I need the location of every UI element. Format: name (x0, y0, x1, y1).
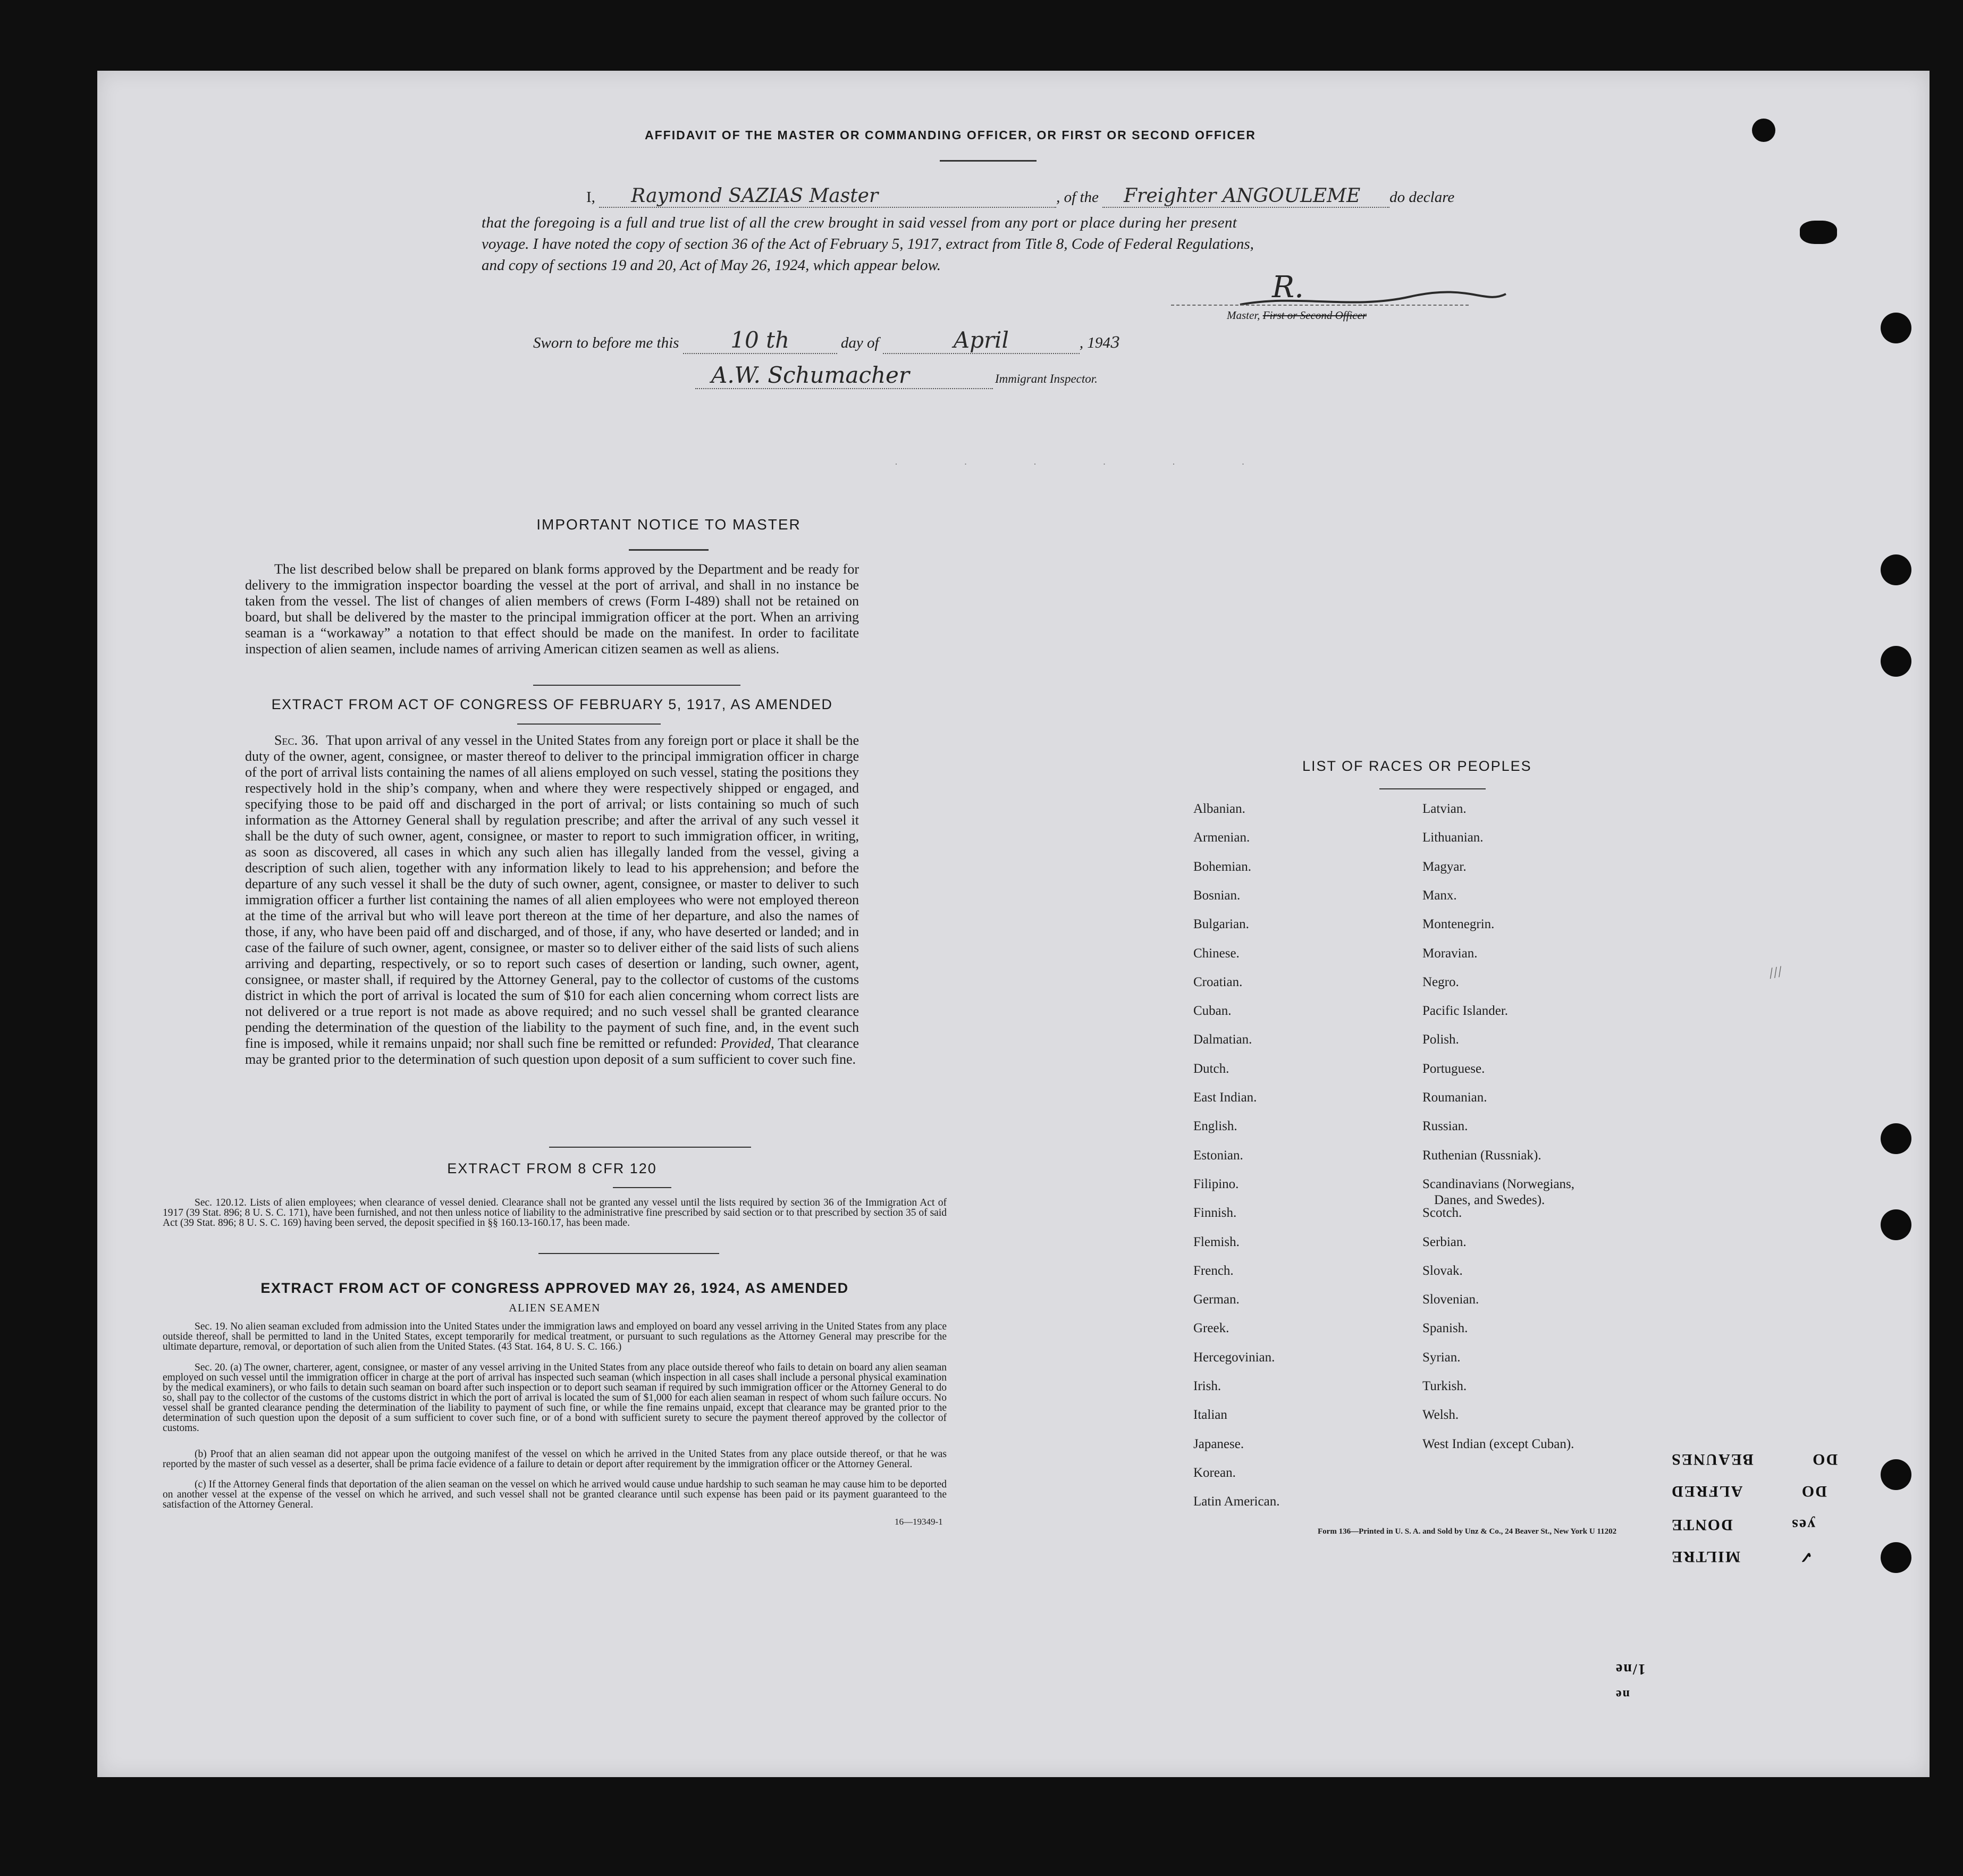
sec20c-text: (c) If the Attorney General finds that deportation of the alien seaman on the vessel on which he arrived would cause undue hardship to such seaman he may cause him to be deported on another vessel at the expense of the vessel on which he arrived, and such vessel shall not be granted clearance until such expense has been paid or its payment guaranteed to the satisfaction of the Attorney General. (163, 1479, 947, 1510)
race-item: English. (1193, 1119, 1237, 1134)
extract-1917-end-rule (549, 1147, 751, 1148)
race-item: French. (1193, 1263, 1234, 1278)
race-item: Korean. (1193, 1465, 1236, 1480)
notice-text: The list described below shall be prepared on blank forms approved by the Department and be ready for delivery to the immigration inspector boarding the vessel at the port of arrival, and shall in no instance be taken from the vessel. The list of changes of alien members of crews (Form I-489) shall not be retained on board, but shall be delivered by the master to the principal immigration officer at the port. When an arriving seaman is a “workaway” a notation to that effect should be made on the manifest. In order to facilitate inspection of alien seamen, include names of arriving American citizen seamen as well as aliens. (245, 561, 859, 657)
sworn-line (533, 327, 1120, 354)
race-item: Pacific Islander. (1422, 1004, 1509, 1019)
sec20b-text: (b) Proof that an alien seaman did not appear upon the outgoing manifest of the vessel on which he arrived in the United States from any place outside thereof, or that he was reported by the master of such vessel as a deserter, shall be prima facie evidence of a failure to detain or deport after requirement by the immigration officer or the Attorney General. (163, 1449, 947, 1470)
hand-inspector-signature: A.W. Schumacher (695, 362, 993, 389)
affidavit-title: AFFIDAVIT OF THE MASTER OR COMMANDING OFFICER, OR FIRST OR SECOND OFFICER (645, 128, 1256, 142)
race-item: Serbian. (1422, 1234, 1467, 1249)
sec19-text: Sec. 19. No alien seaman excluded from admission into the United States under the immigration laws and employed on board any vessel arriving in the United States from any place outside thereof, shall be permitted to land in the United States, except temporarily for medical treatment, or pursuant to such regulations as the Attorney General may prescribe for the ultimate departure, removal, or deportation of such alien from the United States. (43 Stat. 164, 8 U. S. C. 166.) (163, 1321, 947, 1352)
stamp-row-1-name: BEAUNES (1671, 1451, 1754, 1468)
race-item: Flemish. (1193, 1234, 1240, 1249)
hand-month: April (883, 327, 1080, 354)
stamp-bottom-2: ne (1615, 1687, 1630, 1701)
race-item: Latin American. (1193, 1494, 1280, 1509)
notice-title-rule (629, 549, 709, 551)
stamp-row-3 (1671, 1516, 1815, 1534)
race-item: Slovenian. (1422, 1292, 1479, 1307)
race-item: Armenian. (1193, 830, 1250, 845)
race-item: Magyar. (1422, 859, 1467, 874)
race-item: Cuban. (1193, 1004, 1232, 1019)
race-item: Bulgarian. (1193, 917, 1249, 932)
cfr-text: Sec. 120.12. Lists of alien employees; when clearance of vessel denied. Clearance shall not be granted any vessel until the lists required by section 36 of the Immigration Act of 1917 (39 Stat. 896; 8 U. S. C. 171), have been furnished, and not then unless notice of liability to the administrative fine prescribed by said section or to that prescribed by section 35 of said Act (39 Stat. 896; 8 U. S. C. 169) having been served, the deposit specified in §§ 160.13-160.17, has been made. (163, 1197, 947, 1229)
race-item: Turkish. (1422, 1379, 1467, 1393)
race-item: Polish. (1422, 1032, 1459, 1047)
cfr-end-rule (538, 1253, 719, 1254)
hand-vessel-name: Freighter ANGOULEME (1102, 185, 1389, 208)
race-item: Japanese. (1193, 1436, 1244, 1451)
stamp-row-2-code: DO (1800, 1483, 1827, 1500)
race-item: Scandinavians (Norwegians, (1422, 1176, 1575, 1191)
binder-hole (1881, 646, 1911, 677)
affidavit-line-2: that the foregoing is a full and true list of all the crew brought in said vessel from any port or place during her present (482, 214, 1237, 231)
race-item: Hercegovinian. (1193, 1350, 1275, 1365)
hand-master-name: Raymond SAZIAS Master (599, 185, 1056, 208)
stamp-row-1 (1671, 1450, 1838, 1468)
affidavit-line-4: and copy of sections 19 and 20, Act of May 26, 1924, which appear below. (482, 257, 941, 274)
stamp-row-4-code: ✓ (1798, 1548, 1813, 1566)
race-item: Ruthenian (Russniak). (1422, 1148, 1541, 1163)
form-footer: Form 136—Printed in U. S. A. and Sold by Unz & Co., 24 Beaver St., New York U 11202 (1318, 1527, 1617, 1536)
race-item: West Indian (except Cuban). (1422, 1436, 1574, 1451)
stamp-row-2-name: ALFRED (1671, 1483, 1743, 1500)
notice-end-rule (533, 685, 740, 686)
affidavit-line-1 (533, 185, 1455, 208)
stamp-row-4-name: MILTRE (1671, 1548, 1740, 1566)
race-item: Croatian. (1193, 974, 1243, 989)
stamp-row-4 (1671, 1547, 1813, 1566)
master-label-struck: First or Second Officer (1262, 309, 1367, 322)
stamp-row-3-code: yes (1791, 1516, 1816, 1534)
document-page (97, 71, 1930, 1777)
race-item: Dalmatian. (1193, 1032, 1252, 1047)
sworn-text: Sworn to before me this (533, 334, 679, 351)
binder-hole (1881, 1542, 1911, 1573)
master-signature: R. (1272, 270, 1304, 305)
binder-hole (1881, 1123, 1911, 1154)
race-item: East Indian. (1193, 1090, 1257, 1105)
race-item: Dutch. (1193, 1061, 1229, 1076)
stamp-row-2 (1671, 1482, 1827, 1500)
race-item: Bosnian. (1193, 888, 1241, 903)
notice-title: IMPORTANT NOTICE TO MASTER (536, 516, 801, 533)
inspector-line (695, 362, 1098, 389)
race-item: Filipino. (1193, 1176, 1239, 1191)
margin-mark: /// (1767, 963, 1784, 982)
form-code: 16—19349-1 (895, 1517, 943, 1527)
race-item: Albanian. (1193, 802, 1245, 816)
binder-hole (1881, 554, 1911, 585)
master-signature-line (1171, 305, 1469, 306)
race-item: Chinese. (1193, 946, 1240, 961)
sec36-provided: Provided, (720, 1036, 774, 1051)
sec36-label: Sec. 36. (274, 733, 319, 748)
hand-year: 3 (1110, 333, 1120, 351)
races-title: LIST OF RACES OR PEOPLES (1302, 758, 1532, 774)
faint-specks: · · · · · · (895, 459, 1277, 469)
stamp-row-1-code: DO (1812, 1451, 1838, 1468)
race-item: Welsh. (1422, 1408, 1459, 1423)
inspector-label: Immigrant Inspector. (995, 372, 1098, 385)
affidavit-title-rule (940, 160, 1037, 162)
race-item: German. (1193, 1292, 1240, 1307)
affidavit-of-the: , of the (1056, 189, 1099, 206)
binder-hole (1881, 1209, 1911, 1240)
year-prefix: , 194 (1079, 334, 1110, 351)
extract-1917-title: EXTRACT FROM ACT OF CONGRESS OF FEBRUARY 5, 1917, AS AMENDED (271, 696, 833, 712)
race-item: Russian. (1422, 1119, 1468, 1134)
sec36-text-b: That clearance may be granted prior to the determination of such question upon deposit of a sum sufficient to cover such fine. (245, 1036, 860, 1067)
binder-hole (1881, 1459, 1911, 1490)
race-item: Estonian. (1193, 1148, 1243, 1163)
extract-1924-subtitle: ALIEN SEAMEN (509, 1301, 601, 1314)
sec20a-text: Sec. 20. (a) The owner, charterer, agent, consignee, or master of any vessel arriving in the United States from any place outside thereof who fails to detain on board any alien seaman employed on such vessel until the immigration officer in charge at the port of arrival has inspected such seaman (which inspection in all cases shall include a personal physical examination by the medical examiners), or who fails to detain such seaman on board after such inspection or to deport such seaman if required by such immigration officer or the Attorney General to do so, shall pay to the collector of the customs of the customs district in which the port of arrival is located the sum of $1,000 for each alien seaman in respect of whom such failure occurs. No vessel shall be granted clearance pending the determination of the liability to payment of such fine, or while the fine remains unpaid, except that clearance may be granted prior to the determination of such question upon the deposit of a sum sufficient to cover such fine, or of a bond with sufficient surety to secure the payment thereof approved by the collector of customs. (163, 1362, 947, 1434)
race-item: Moravian. (1422, 946, 1478, 961)
race-item: Lithuanian. (1422, 830, 1484, 845)
race-item: Montenegrin. (1422, 917, 1495, 932)
race-item: Latvian. (1422, 802, 1467, 816)
master-label (1227, 309, 1367, 322)
races-title-rule (1379, 788, 1486, 789)
extract-1917-text (245, 733, 859, 1067)
race-item: Irish. (1193, 1379, 1221, 1393)
race-item: Italian (1193, 1408, 1227, 1423)
binder-hole (1800, 221, 1837, 244)
race-item: Finnish. (1193, 1206, 1237, 1221)
binder-hole (1881, 313, 1911, 343)
stamp-bottom-1: 1/ne (1615, 1661, 1646, 1677)
binder-hole (1752, 119, 1775, 142)
race-item: Scotch. (1422, 1206, 1462, 1221)
stamp-row-3-name: DONTE (1671, 1516, 1733, 1534)
cfr-title: EXTRACT FROM 8 CFR 120 (447, 1160, 657, 1176)
extract-1924-title: EXTRACT FROM ACT OF CONGRESS APPROVED MAY 26, 1924, AS AMENDED (260, 1280, 849, 1296)
race-item: Spanish. (1422, 1321, 1468, 1336)
race-item: Bohemian. (1193, 859, 1252, 874)
extract-1917-title-rule (517, 724, 661, 725)
race-item: Slovak. (1422, 1263, 1463, 1278)
race-item: Syrian. (1422, 1350, 1461, 1365)
race-item: Greek. (1193, 1321, 1229, 1336)
master-label-text: Master, (1227, 309, 1260, 322)
race-item: Portuguese. (1422, 1061, 1485, 1076)
day-of-text: day of (840, 334, 879, 351)
cfr-title-rule (613, 1187, 671, 1188)
race-item: Roumanian. (1422, 1090, 1487, 1105)
hand-day: 10 th (683, 327, 837, 354)
race-item: Manx. (1422, 888, 1457, 903)
sec36-text-a: That upon arrival of any vessel in the United States from any foreign port or place it shall be the duty of the owner, agent, consignee, or master thereof to deliver to the principal immigration officer in charge of the port of arrival lists containing the names of all aliens employed on such vessel, stating the positions they respectively hold in the ship’s company, when and where they were respectively shipped or engaged, and specifying those to be paid off and discharged in the port of arrival; or lists containing so much of such information as the Attorney General shall by regulation prescribe; and after the arrival of any such vessel it shall be the duty of such owner, agent, consignee, or master to report to such immigration officer, in writing, as soon as discovered, all cases in which any such alien has illegally landed from the vessel, giving a description of such alien, together with any information likely to lead to his apprehension; and before the departure of any such vessel it shall be the duty of such owner, agent, consignee, or master to deliver to such immigration officer a further list containing the names of all alien employees who were not employed thereon at the time of the arrival but who will leave port thereon at the time of her departure, and also the names of those, if any, who have been paid off and discharged, and of those, if any, who have deserted or landed; and in case of the failure of such owner, agent, consignee, or master so to deliver either of the said lists of such aliens arriving and departing, respectively, or so to report such cases of desertion or landing, such owner, agent, consignee, or master shall, if required by the Attorney General, pay to the collector of customs of the customs district in which the port of arrival is located the sum of $10 for each alien concerning whom correct lists are not delivered or a true report is not made as above required; and no such vessel shall be granted clearance pending the determination of the question of the liability to the payment of such fine, and, in the event such fine is imposed, while it remains unpaid; nor shall such fine be remitted or refunded: (245, 733, 860, 1051)
race-item: Negro. (1422, 974, 1459, 989)
affidavit-do-declare: do declare (1389, 189, 1455, 206)
affidavit-line-3: voyage. I have noted the copy of section 36 of the Act of February 5, 1917, extract from Title 8, Code of Federal Regulations, (482, 235, 1254, 253)
affidavit-i: I, (586, 189, 595, 206)
race-item: Danes, and Swedes). (1434, 1192, 1545, 1207)
